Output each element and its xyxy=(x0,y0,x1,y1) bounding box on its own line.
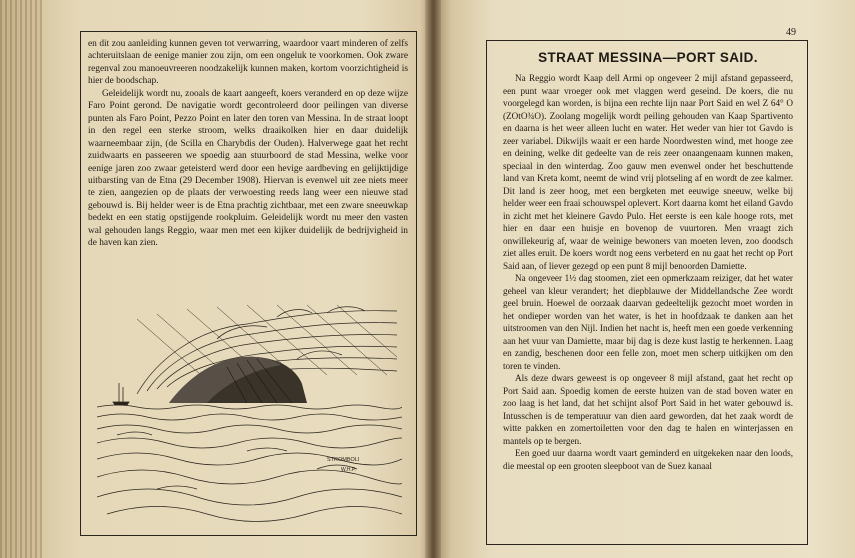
right-paragraph: Na ongeveer 1½ dag stoomen, ziet een opmerkzaam reiziger, dat het water geheel van kleur verandert; het diepblauwe der Middellandsche Zee wordt geel bruin. Hoewel de oorzaak daarvan gedeeltelijk gezocht moet worden in het ondieper worden van het water, is het in hoofdzaak te danken aan het uitstroomen van den Nijl. Indien het nacht is, heeft men een goede verkenning aan het vuur van Damiette, maar bij dag is deze kust lastig te herkennen. Laag en zandig, beschenen door een felle zon, moet men scherp uitkijken om den toren te vinden. xyxy=(503,273,793,371)
stromboli-illustration xyxy=(97,299,402,529)
left-paragraph: Geleidelijk wordt nu, zooals de kaart aangeeft, koers veranderd en op deze wijze Faro Point gerond. De navigatie wordt gecontroleerd door peilingen van diverse punten als Faro Point, Pezzo Point en later den toren van Messina. In de straat loopt in den regel een sterke stroom, welks draaikolken hier en daar duidelijk waarneembaar zijn, (de Scilla en Charybdis der Ouden). Halverwege gaat het recht zuidwaarts en passeeren we spoedig aan stuurboord de stad Messina, welke voor eenige jaren zoo zwaar geteisterd werd door een hevige aardbeving en gelijktijdige uitbarsting van de Etna (29 December 1908). Hiervan is evenwel uit zee niets meer te zien, aangezien op de plaats der verwoesting reeds lang weer een nieuwe stad gebouwd is. Bij helder weer is de Etna prachtig zichtbaar, met een zware sneeuwkap bedekt en een statig opstijgende rookpluim. Geleidelijk wordt nu meer den vasten wal gehouden langs Reggio, waar men met een kijker duidelijk de bedrijvigheid in de haven kan zien. xyxy=(88,88,408,249)
page-edges xyxy=(0,0,42,558)
illustration-initials: W.H.P. xyxy=(341,467,356,473)
left-page-text xyxy=(88,38,408,250)
page-title: STRAAT MESSINA—PORT SAID. xyxy=(538,50,758,65)
page-number: 49 xyxy=(786,27,796,38)
right-page-text xyxy=(503,72,793,472)
right-paragraph: Als deze dwars geweest is op ongeveer 8 mijl afstand, gaat het recht op Port Said aan. Spoedig komen de eerste huizen van de stad boven water en zoo laag is het land, dat het schijnt alsof Port Said in het water gebouwd is. Intusschen is de temperatuur van dien aard geworden, dat het zaak wordt de witte pakken en zomertoiletten voor den dag te halen en winterjassen en mantels op te bergen. xyxy=(503,373,793,446)
book-gutter xyxy=(425,0,441,558)
illustration-signature: STROMBOLI xyxy=(327,457,360,463)
right-paragraph: Na Reggio wordt Kaap dell Armi op ongeveer 2 mijl afstand gepasseerd, een punt waar vroeger ook met vlaggen werd geseind. De koers, die nu voorgelegd kan worden, is bijna een rechte lijn naar Port Said en wel Z 64° O (ZOtO¾O). Zoolang mogelijk wordt peiling gehouden van Kaap Spartivento en daarna is het weer alleen lucht en water. Het weder van hier tot Gavdo is zeer variabel. Dikwijls waait er een harde Noordwesten wind, met hooge zee en deining, welke dit gedeelte van de reis zeer onaangenaam kunnen maken, speciaal in den winterdag. Zoo gauw men evenwel onder het beschuttende land van Kreta komt, neemt de wind vrij plotseling af en wordt de zee kalmer. Dit land is zeer hoog, met een bergketen met eeuwige sneeuw, welke bij helder weer een fraai schouwspel oplevert. Kort daarna komt het eiland Gavdo in zicht met het kleinere Gavdo Pulo. Het eerste is een kale hooge rots, met hier en daar een huisje en bovenop de vuurtoren. Men vraagt zich onwillekeurig af, waar de weinige bewoners van moeten leven, zoo doodsch ziet alles eruit. De koers wordt nog eens verbeterd en nu gaat het recht op Port Said aan, of liever gezegd op een punt 8 mijl benoorden Damiette. xyxy=(503,73,793,271)
left-paragraph: en dit zou aanleiding kunnen geven tot verwarring, waardoor vaart minderen of zelfs achteruitslaan de eenige manier zou zijn, om een ongeluk te voorkomen. Ook zware regenval zou manoeuvreeren noodzakelijk kunnen maken, kortom voorzichtigheid is hier de boodschap. xyxy=(88,39,408,87)
right-paragraph: Een goed uur daarna wordt vaart geminderd en uitgekeken naar den loods, die meestal op een grooten sleepboot van de Suez kanaal xyxy=(503,448,793,471)
